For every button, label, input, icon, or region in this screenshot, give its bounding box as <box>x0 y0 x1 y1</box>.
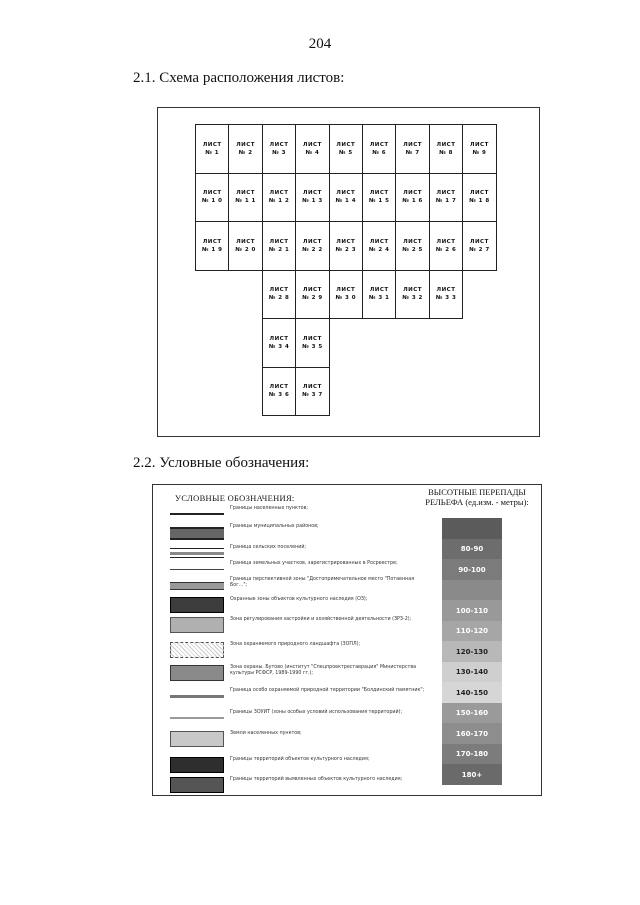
relief-band: 120-130 <box>442 641 502 662</box>
legend-symbol-icon <box>170 642 224 660</box>
legend-symbol-icon <box>170 710 224 728</box>
section-heading-legend: 2.2. Условные обозначения: <box>133 455 310 471</box>
legend-item-text: Границы территорий выявленных объектов культурного наследия; <box>230 777 403 782</box>
sheet-cell <box>295 221 329 271</box>
relief-band <box>442 580 502 601</box>
sheet-number: № 1 9 <box>201 246 223 253</box>
sheet-number: № 1 5 <box>368 198 390 205</box>
sheet-label: ЛИСТ <box>336 287 356 293</box>
legend-item <box>170 731 430 749</box>
legend-item <box>170 617 430 635</box>
sheet-cell <box>462 221 496 271</box>
sheet-cell <box>228 124 262 174</box>
sheet-number: № 8 <box>439 149 453 156</box>
sheet-cell <box>395 221 429 271</box>
sheet-label: ЛИСТ <box>269 335 289 342</box>
legend-item-text: Границы муниципальных районов; <box>230 524 319 529</box>
legend-symbol-icon <box>170 777 224 795</box>
sheet-number: № 2 2 <box>302 246 323 253</box>
sheet-label: ЛИСТ <box>436 190 456 196</box>
sheet-label: ЛИСТ <box>302 238 322 245</box>
legend-item <box>170 506 430 524</box>
sheet-number: № 2 3 <box>335 246 357 253</box>
page-number: 204 <box>308 36 332 52</box>
sheet-cell <box>295 124 329 174</box>
sheet-cell <box>329 124 363 174</box>
sheet-cell <box>462 124 496 174</box>
legend-item-text: Границы ЗОУИТ (зоны особых условий использования территорий); <box>230 710 403 715</box>
sheet-cell <box>395 173 429 223</box>
sheet-label: ЛИСТ <box>202 238 222 245</box>
relief-band: 170-180 <box>442 744 502 765</box>
relief-band: 140-150 <box>442 682 502 703</box>
sheet-cell <box>262 221 296 271</box>
sheet-cell <box>262 124 296 174</box>
legend-item-text: Земли населенных пунктов; <box>230 731 302 736</box>
sheet-label: ЛИСТ <box>403 238 423 245</box>
sheet-label: ЛИСТ <box>236 190 256 196</box>
legend-symbol-icon <box>170 617 224 635</box>
sheet-label: ЛИСТ <box>236 238 256 245</box>
sheet-cell <box>395 270 429 320</box>
sheet-label: ЛИСТ <box>436 141 456 148</box>
sheet-label: ЛИСТ <box>302 190 322 196</box>
sheet-number: № 3 2 <box>402 295 423 302</box>
legend-item-text: Границы населенных пунктов; <box>230 506 309 511</box>
legend-item-text: Граница особо охраняемой природной территории "Болдинский памятник"; <box>230 688 425 693</box>
sheet-cell <box>362 270 396 320</box>
legend-symbol-icon <box>170 731 224 749</box>
legend-item-text: Зона охраняемого природного ландшафта (ЗОПЛ); <box>230 642 361 647</box>
relief-band: 180+ <box>442 764 502 785</box>
sheet-number: № 3 3 <box>435 295 457 302</box>
sheet-number: № 2 6 <box>435 246 457 253</box>
legend-item <box>170 642 430 660</box>
sheet-number: № 7 <box>405 149 420 156</box>
sheet-label: ЛИСТ <box>202 141 222 148</box>
sheet-label: ЛИСТ <box>403 287 423 293</box>
sheet-number: № 1 6 <box>402 198 423 205</box>
legend-item-text: Зона охраны. Бутово (институт "Спецпроектреставрация" Министерства культуры РСФСР, 1989-1990 гг.); <box>230 665 417 677</box>
sheet-label: ЛИСТ <box>269 238 289 245</box>
sheet-cell <box>195 173 229 223</box>
sheet-cell <box>228 221 262 271</box>
legend-item <box>170 597 430 615</box>
sheet-cell <box>395 124 429 174</box>
sheet-label: ЛИСТ <box>369 287 389 293</box>
sheet-number: № 3 7 <box>302 392 323 399</box>
sheet-number: № 2 0 <box>235 246 256 253</box>
sheet-number: № 2 4 <box>368 246 390 253</box>
sheet-cell <box>295 173 329 223</box>
sheet-number: № 2 <box>238 149 253 156</box>
sheet-number: № 1 1 <box>235 198 256 205</box>
legend-item <box>170 688 430 706</box>
sheet-cell <box>195 221 229 271</box>
legend-item-text: Границы территорий объектов культурного наследия; <box>230 757 370 762</box>
legend-item <box>170 524 430 542</box>
legend-symbol-icon <box>170 506 224 524</box>
legend-symbol-icon <box>170 577 224 595</box>
relief-band: 100-110 <box>442 600 502 621</box>
legend-item <box>170 710 430 728</box>
sheet-cell <box>295 270 329 320</box>
sheet-cell <box>429 173 463 223</box>
legend-item-text: Охранные зоны объектов культурного наследия (ОЗ); <box>230 597 368 602</box>
sheet-cell <box>262 367 296 417</box>
sheet-label: ЛИСТ <box>336 190 356 196</box>
sheet-number: № 2 9 <box>302 295 323 302</box>
legend-item <box>170 577 430 595</box>
sheet-cell <box>429 221 463 271</box>
relief-band: 110-120 <box>442 621 502 642</box>
sheet-number: № 2 7 <box>469 246 490 253</box>
legend-symbol-icon <box>170 757 224 775</box>
sheet-number: № 1 3 <box>302 198 323 205</box>
sheet-number: № 3 5 <box>302 343 323 350</box>
sheet-number: № 4 <box>305 149 320 156</box>
legend-symbol-icon <box>170 688 224 706</box>
sheet-cell <box>329 270 363 320</box>
sheet-number: № 3 0 <box>335 295 357 302</box>
sheet-label: ЛИСТ <box>436 238 456 245</box>
legend-item-text: Зона регулирования застройки и хозяйственной деятельности (ЗРЗ-2); <box>230 617 412 622</box>
sheet-number: № 1 8 <box>469 198 490 205</box>
sheet-label: ЛИСТ <box>302 384 322 390</box>
sheet-label: ЛИСТ <box>302 335 322 342</box>
sheet-number: № 3 4 <box>268 343 290 350</box>
relief-band: 90-100 <box>442 559 502 580</box>
legend-item-text: Граница сельских поселений; <box>230 545 307 550</box>
sheet-number: № 2 1 <box>268 246 290 253</box>
sheet-label: ЛИСТ <box>369 238 389 245</box>
sheet-label: ЛИСТ <box>269 190 289 196</box>
relief-band: 130-140 <box>442 662 502 683</box>
sheet-cell <box>262 173 296 223</box>
sheet-label: ЛИСТ <box>269 287 289 293</box>
sheet-number: № 6 <box>372 149 387 156</box>
sheet-cell <box>462 173 496 223</box>
sheet-cell <box>228 173 262 223</box>
sheet-label: ЛИСТ <box>302 141 322 148</box>
sheet-label: ЛИСТ <box>202 190 222 196</box>
sheet-number: № 3 1 <box>368 295 390 302</box>
sheet-label: ЛИСТ <box>269 141 289 148</box>
relief-band: 150-160 <box>442 703 502 724</box>
sheet-label: ЛИСТ <box>369 190 389 196</box>
sheet-label: ЛИСТ <box>269 384 289 390</box>
sheet-cell <box>329 221 363 271</box>
legend-item-text: Граница земельных участков, зарегистрированных в Росреестре; <box>230 561 398 566</box>
sheet-number: № 5 <box>338 149 353 156</box>
sheet-cell <box>295 318 329 368</box>
sheet-label: ЛИСТ <box>336 141 356 148</box>
sheet-cell <box>295 367 329 417</box>
sheet-number: № 2 5 <box>402 246 423 253</box>
legend-item <box>170 757 430 775</box>
sheet-label: ЛИСТ <box>469 238 489 245</box>
sheet-label: ЛИСТ <box>403 190 423 196</box>
sheet-number: № 3 6 <box>268 392 290 399</box>
legend-item <box>170 777 430 795</box>
legend-item-text: Граница перспективной зоны "Достопримечательное место "Потаенная Бог..."; <box>230 577 415 589</box>
sheet-cell <box>262 318 296 368</box>
sheet-label: ЛИСТ <box>336 238 356 245</box>
sheet-cell <box>362 173 396 223</box>
relief-band: 80-90 <box>442 539 502 560</box>
legend-item <box>170 665 430 683</box>
sheet-number: № 9 <box>472 149 487 156</box>
sheet-cell <box>362 124 396 174</box>
sheet-number: № 1 <box>205 149 220 156</box>
relief-band <box>442 518 502 539</box>
sheet-number: № 1 7 <box>435 198 457 205</box>
sheet-cell <box>362 221 396 271</box>
section-heading-sheet-layout: 2.1. Схема расположения листов: <box>133 70 345 86</box>
sheet-number: № 2 8 <box>268 295 290 302</box>
legend-title: УСЛОВНЫЕ ОБОЗНАЧЕНИЯ: <box>175 493 295 503</box>
sheet-cell <box>195 124 229 174</box>
sheet-cell <box>429 270 463 320</box>
sheet-label: ЛИСТ <box>236 141 256 148</box>
sheet-number: № 1 2 <box>268 198 290 205</box>
legend-symbol-icon <box>170 524 224 542</box>
sheet-number: № 3 <box>272 149 286 156</box>
sheet-number: № 1 4 <box>335 198 357 205</box>
sheet-label: ЛИСТ <box>469 190 489 196</box>
sheet-cell <box>329 173 363 223</box>
sheet-label: ЛИСТ <box>302 287 322 293</box>
relief-title: ВЫСОТНЫЕ ПЕРЕПАДЫ РЕЛЬЕФА (ед.изм. - метры): <box>425 487 529 507</box>
sheet-label: ЛИСТ <box>403 141 423 148</box>
sheet-label: ЛИСТ <box>469 141 489 148</box>
relief-band: 160-170 <box>442 723 502 744</box>
sheet-label: ЛИСТ <box>369 141 389 148</box>
sheet-cell <box>429 124 463 174</box>
sheet-number: № 1 0 <box>201 198 223 205</box>
sheet-label: ЛИСТ <box>436 287 456 293</box>
sheet-cell <box>262 270 296 320</box>
legend-symbol-icon <box>170 665 224 683</box>
legend-symbol-icon <box>170 597 224 615</box>
